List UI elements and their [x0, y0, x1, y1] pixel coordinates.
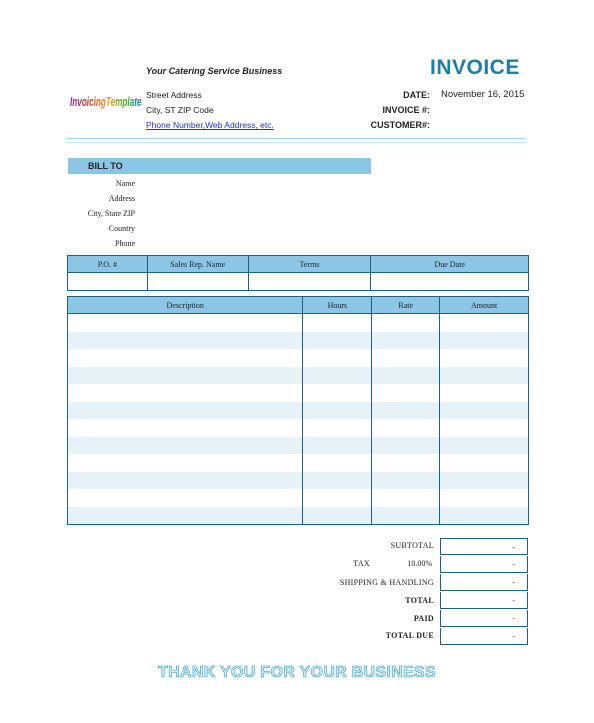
table-row — [68, 507, 529, 525]
paid-value[interactable]: - — [440, 610, 528, 627]
rate-cell[interactable] — [372, 384, 440, 402]
business-street: Street Address — [146, 90, 202, 100]
description-cell[interactable] — [68, 472, 303, 490]
rate-cell[interactable] — [372, 402, 440, 420]
description-cell[interactable] — [68, 367, 303, 385]
bill-to-phone-label: Phone — [115, 239, 135, 248]
total-due-value: - — [440, 628, 528, 645]
sales-rep-cell[interactable] — [147, 273, 248, 291]
rate-cell[interactable] — [372, 419, 440, 437]
table-row — [68, 332, 529, 350]
hours-header: Hours — [303, 297, 372, 314]
description-cell[interactable] — [68, 489, 303, 507]
rate-cell[interactable] — [372, 314, 440, 332]
due-date-cell[interactable] — [371, 273, 529, 291]
amount-cell[interactable] — [440, 384, 529, 402]
rate-cell[interactable] — [372, 367, 440, 385]
rate-header: Rate — [372, 297, 440, 314]
description-cell[interactable] — [68, 314, 303, 332]
description-cell[interactable] — [68, 332, 303, 350]
total-due-label: TOTAL DUE — [385, 631, 434, 640]
amount-cell[interactable] — [440, 332, 529, 350]
table-row — [68, 454, 529, 472]
svg-text:InvoicingTemplates: InvoicingTemplates — [70, 95, 142, 110]
description-cell[interactable] — [68, 384, 303, 402]
table-row — [68, 349, 529, 367]
thank-you-message: THANK YOU FOR YOUR BUSINESS — [158, 664, 436, 681]
description-header: Description — [68, 297, 303, 314]
shipping-label: SHIPPING & HANDLING — [339, 578, 434, 587]
hours-cell[interactable] — [303, 472, 372, 490]
amount-cell[interactable] — [440, 419, 529, 437]
due-date-header: Due Date — [371, 256, 529, 273]
hours-cell[interactable] — [303, 332, 372, 350]
date-label: DATE: — [403, 90, 430, 100]
amount-cell[interactable] — [440, 507, 529, 525]
date-value[interactable]: November 16, 2015 — [441, 89, 525, 100]
terms-header: Terms — [248, 256, 371, 273]
tax-value: - — [440, 556, 528, 573]
total-value: - — [440, 592, 528, 609]
amount-cell[interactable] — [440, 349, 529, 367]
amount-cell[interactable] — [440, 454, 529, 472]
hours-cell[interactable] — [303, 314, 372, 332]
subtotal-label: SUBTOTAL — [390, 541, 434, 550]
hours-cell[interactable] — [303, 489, 372, 507]
paid-label: PAID — [413, 614, 434, 623]
business-contact-link[interactable]: Phone Number,Web Address, etc. — [146, 120, 274, 130]
table-row — [68, 437, 529, 455]
hours-cell[interactable] — [303, 384, 372, 402]
amount-cell[interactable] — [440, 472, 529, 490]
order-info-table — [67, 255, 529, 291]
hours-cell[interactable] — [303, 454, 372, 472]
table-row — [68, 419, 529, 437]
rate-cell[interactable] — [372, 472, 440, 490]
line-items-table — [67, 296, 529, 525]
total-label: TOTAL — [405, 596, 434, 605]
table-row — [68, 472, 529, 490]
bill-to-country-label: Country — [108, 224, 135, 233]
tax-rate[interactable]: 10.00% — [407, 559, 432, 568]
hours-cell[interactable] — [303, 437, 372, 455]
description-cell[interactable] — [68, 437, 303, 455]
header-divider-secondary — [66, 142, 526, 143]
shipping-value[interactable]: - — [440, 574, 528, 591]
bill-to-name-label: Name — [115, 179, 135, 188]
customer-number-label: CUSTOMER#: — [370, 120, 430, 130]
rate-cell[interactable] — [372, 507, 440, 525]
tax-label: TAX — [353, 559, 370, 568]
description-cell[interactable] — [68, 402, 303, 420]
rate-cell[interactable] — [372, 454, 440, 472]
sales-rep-header: Sales Rep. Name — [147, 256, 248, 273]
hours-cell[interactable] — [303, 419, 372, 437]
amount-header: Amount — [440, 297, 529, 314]
rate-cell[interactable] — [372, 349, 440, 367]
terms-cell[interactable] — [248, 273, 371, 291]
bill-to-label: BILL TO — [88, 161, 123, 171]
table-row — [68, 402, 529, 420]
po-number-cell[interactable] — [68, 273, 148, 291]
amount-cell[interactable] — [440, 489, 529, 507]
description-cell[interactable] — [68, 454, 303, 472]
table-row — [68, 489, 529, 507]
amount-cell[interactable] — [440, 437, 529, 455]
business-name: Your Catering Service Business — [146, 66, 283, 76]
description-cell[interactable] — [68, 507, 303, 525]
po-number-header: P.O. # — [68, 256, 148, 273]
description-cell[interactable] — [68, 349, 303, 367]
hours-cell[interactable] — [303, 349, 372, 367]
bill-to-address-label: Address — [108, 194, 135, 203]
description-cell[interactable] — [68, 419, 303, 437]
header-divider — [66, 138, 526, 139]
hours-cell[interactable] — [303, 507, 372, 525]
invoice-title: INVOICE — [430, 56, 520, 79]
amount-cell[interactable] — [440, 367, 529, 385]
amount-cell[interactable] — [440, 402, 529, 420]
invoice-number-label: INVOICE #: — [382, 105, 430, 115]
rate-cell[interactable] — [372, 332, 440, 350]
company-logo — [70, 85, 142, 113]
hours-cell[interactable] — [303, 367, 372, 385]
table-row — [68, 314, 529, 332]
subtotal-value: - — [440, 538, 528, 555]
table-row — [68, 384, 529, 402]
amount-cell[interactable] — [440, 314, 529, 332]
bill-to-city-label: City, State ZIP — [87, 209, 135, 218]
rate-cell[interactable] — [372, 489, 440, 507]
table-row — [68, 367, 529, 385]
hours-cell[interactable] — [303, 402, 372, 420]
business-city: City, ST ZIP Code — [146, 105, 214, 115]
rate-cell[interactable] — [372, 437, 440, 455]
